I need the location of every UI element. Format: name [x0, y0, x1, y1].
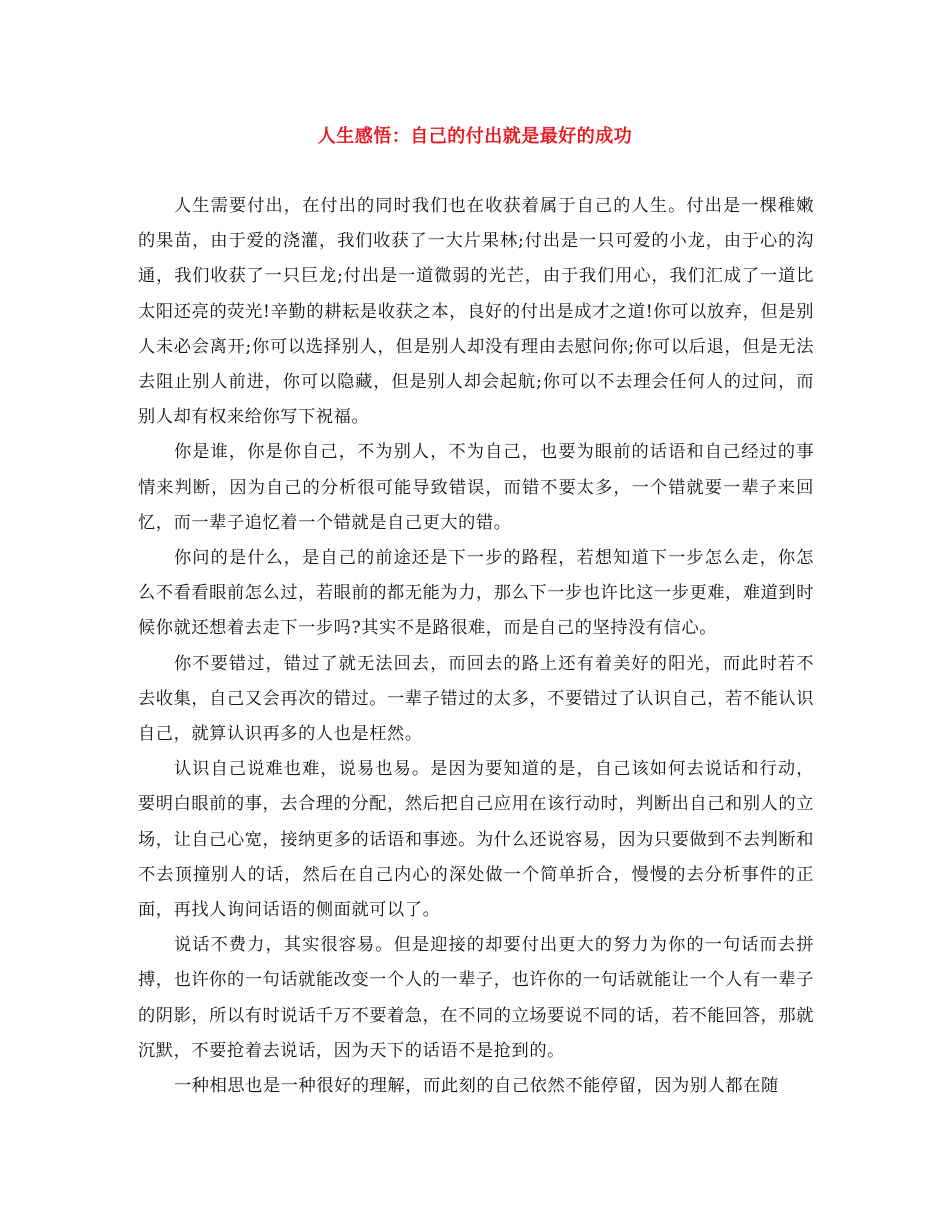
paragraph: 一种相思也是一种很好的理解，而此刻的自己依然不能停留，因为别人都在随: [174, 1076, 779, 1097]
paragraph: 你问的是什么，是自己的前途还是下一步的路程，若想知道下一步怎么走，你怎么不看看眼前怎么过，若眼前的都无能为力，那么下一步也许比这一步更难，难道到时候你就还想着去走下一步吗?其实不是路很难，而是自己的坚持没有信心。: [138, 548, 814, 639]
paragraph: 你不要错过，错过了就无法回去，而回去的路上还有着美好的阳光，而此时若不去收集，自己又会再次的错过。一辈子错过的太多，不要错过了认识自己，若不能认识自己，就算认识再多的人也是枉然。: [138, 653, 814, 745]
paragraph: 说话不费力，其实很容易。但是迎接的却要付出更大的努力为你的一句话而去拼搏，也许你的一句话就能改变一个人的一辈子，也许你的一句话就能让一个人有一辈子的阴影，所以有时说话千万不要着急，在不同的立场要说不同的话，若不能回答，那就沉默，不要抢着去说话，因为天下的话语不是抢到的。: [138, 935, 814, 1061]
paragraph: 人生需要付出，在付出的同时我们也在收获着属于自己的人生。付出是一棵稚嫩的果苗，由于爱的浇灌，我们收获了一大片果林;付出是一只可爱的小龙，由于心的沟通，我们收获了一只巨龙;付出是一道微弱的光芒，由于我们用心，我们汇成了一道比太阳还亮的荧光!辛勤的耕耘是收获之本，良好的付出是成才之道!你可以放弃，但是别人未必会离开;你可以选择别人，但是别人却没有理由去慰问你;你可以后退，但是无法去阻止别人前进，你可以隐藏，但是别人却会起航;你可以不去理会任何人的过问，而别人却有权来给你写下祝福。: [138, 196, 814, 428]
article-body: [138, 189, 814, 1104]
paragraph: 你是谁，你是你自己，不为别人，不为自己，也要为眼前的话语和自己经过的事情来判断，因为自己的分析很可能导致错误，而错不要太多，一个错就要一辈子来回忆，而一辈子追忆着一个错就是自己更大的错。: [138, 442, 814, 533]
page-title: 人生感悟：自己的付出就是最好的成功: [317, 126, 633, 147]
paragraph: 认识自己说难也难，说易也易。是因为要知道的是，自己该如何去说话和行动，要明白眼前的事，去合理的分配，然后把自己应用在该行动时，判断出自己和别人的立场，让自己心宽，接纳更多的话语和事迹。为什么还说容易，因为只要做到不去判断和不去顶撞别人的话，然后在自己内心的深处做一个简单折合，慢慢的去分析事件的正面，再找人询问话语的侧面就可以了。: [138, 759, 814, 921]
